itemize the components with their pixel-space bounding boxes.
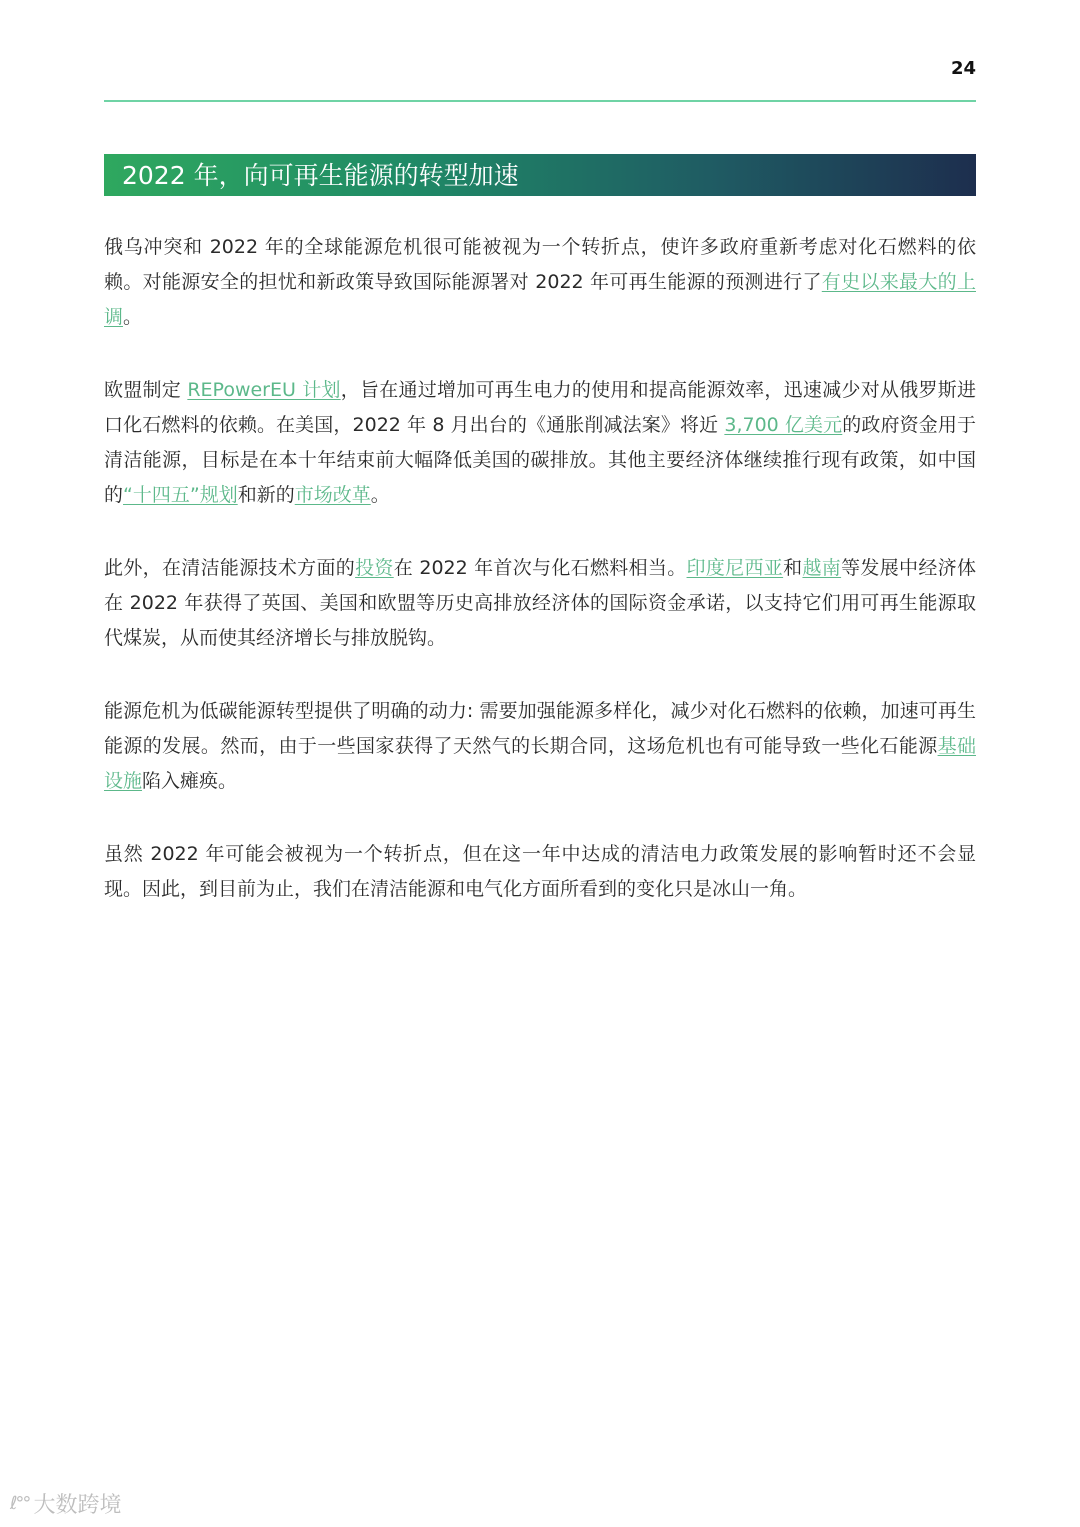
section-title: 2022 年，向可再生能源的转型加速 bbox=[122, 160, 519, 190]
paragraph-text: 。 bbox=[370, 484, 390, 506]
inline-link[interactable]: 基础设施 bbox=[104, 735, 976, 792]
inline-link[interactable]: 投资 bbox=[355, 557, 394, 579]
header-divider bbox=[104, 100, 976, 102]
paragraph bbox=[104, 694, 976, 799]
page-number: 24 bbox=[950, 58, 976, 79]
paragraph bbox=[104, 373, 976, 513]
paragraph-text: 此外，在清洁能源技术方面的 bbox=[104, 557, 356, 579]
paragraph-text: 能源危机为低碳能源转型提供了明确的动力: 需要加强能源多样化，减少对化石燃料的依赖，加速可再生能源的发展。然而，由于一些国家获得了天然气的长期合同，这场危机也有可能导致一些化石能源 bbox=[104, 700, 976, 757]
inline-link[interactable]: REPowerEU 计划 bbox=[187, 379, 341, 401]
paragraph-text: 在 2022 年首次与化石燃料相当。 bbox=[393, 557, 687, 579]
inline-link[interactable]: 越南 bbox=[802, 557, 842, 579]
paragraph-text: 和 bbox=[783, 557, 803, 579]
paragraph-text: 和新的 bbox=[237, 484, 295, 506]
paragraph-text: 陷入瘫痪。 bbox=[142, 770, 238, 792]
body-content bbox=[104, 230, 976, 945]
inline-link[interactable]: 市场改革 bbox=[294, 484, 371, 506]
paragraph bbox=[104, 230, 976, 335]
paragraph bbox=[104, 837, 976, 907]
logo-icon: ℓ°° bbox=[10, 1493, 30, 1514]
inline-link[interactable]: 3,700 亿美元 bbox=[724, 414, 843, 436]
paragraph-text: 的政府资金用于清洁能源，目标是在本十年结束前大幅降低美国的碳排放。其他主要经济体继续推行现有政策，如中国的 bbox=[104, 414, 976, 506]
watermark-text: 大数跨境 bbox=[33, 1493, 122, 1518]
paragraph-text: ，旨在通过增加可再生电力的使用和提高能源效率，迅速减少对从俄罗斯进口化石燃料的依赖。在美国，2022 年 8 月出台的《通胀削减法案》将近 bbox=[104, 379, 976, 436]
paragraph-text: 等发展中经济体在 2022 年获得了英国、美国和欧盟等历史高排放经济体的国际资金承诺，以支持它们用可再生能源取代煤炭，从而使其经济增长与排放脱钩。 bbox=[104, 557, 976, 649]
watermark bbox=[10, 1488, 121, 1519]
inline-link[interactable]: 有史以来最大的上调 bbox=[104, 271, 976, 328]
paragraph bbox=[104, 551, 976, 656]
paragraph-text: 虽然 2022 年可能会被视为一个转折点，但在这一年中达成的清洁电力政策发展的影响暂时还不会显现。因此，到目前为止，我们在清洁能源和电气化方面所看到的变化只是冰山一角。 bbox=[104, 843, 976, 900]
paragraph-text: 。 bbox=[123, 306, 143, 328]
paragraph-text: 欧盟制定 bbox=[104, 379, 188, 401]
inline-link[interactable]: 印度尼西亚 bbox=[686, 557, 784, 579]
inline-link[interactable]: “十四五”规划 bbox=[123, 484, 238, 506]
paragraph-text: 俄乌冲突和 2022 年的全球能源危机很可能被视为一个转折点，使许多政府重新考虑对化石燃料的依赖。对能源安全的担忧和新政策导致国际能源署对 2022 年可再生能源的预测进行了 bbox=[104, 236, 976, 293]
section-heading-bar bbox=[104, 154, 976, 196]
